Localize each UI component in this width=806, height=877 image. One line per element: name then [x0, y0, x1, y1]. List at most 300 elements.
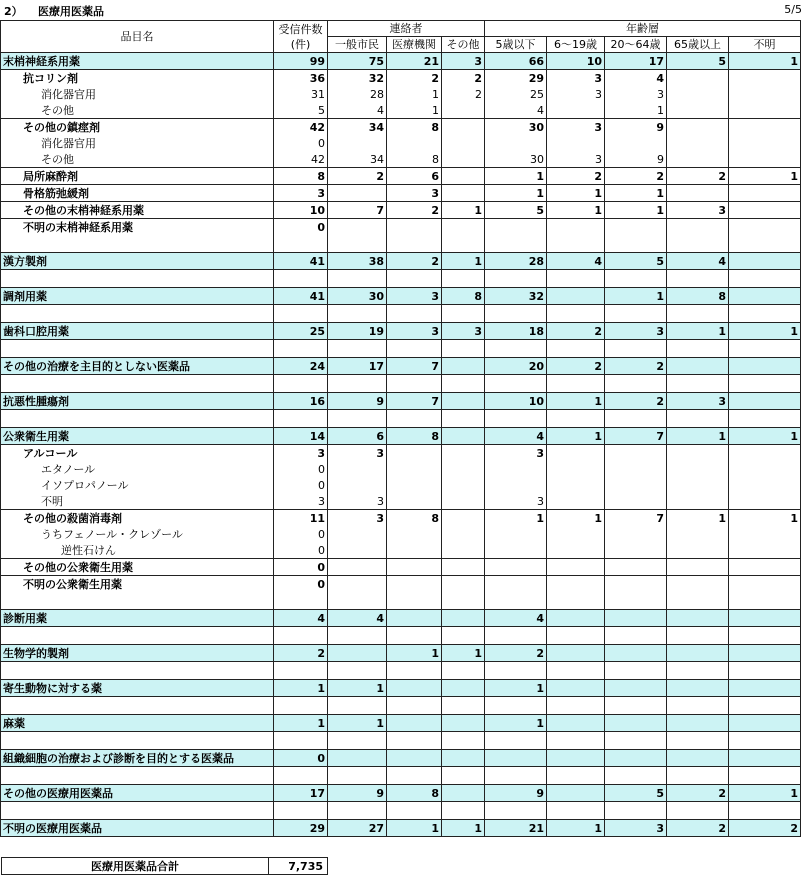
table-row	[1, 526, 801, 542]
page-number: 5/5	[784, 3, 802, 16]
value-cell	[328, 410, 387, 428]
value-cell	[485, 697, 547, 715]
value-cell: 28	[485, 253, 547, 270]
value-cell: 8	[387, 785, 442, 802]
value-cell	[387, 697, 442, 715]
item-name-cell	[1, 305, 274, 323]
value-cell	[547, 340, 605, 358]
value-cell	[547, 102, 605, 119]
value-cell: 31	[274, 86, 328, 102]
value-cell	[485, 235, 547, 253]
grand-total-value: 7,735	[269, 858, 328, 875]
table-row	[1, 510, 801, 527]
item-name-cell	[1, 767, 274, 785]
item-name-cell: 消化器官用	[1, 86, 274, 102]
value-cell	[667, 493, 729, 510]
value-cell: 2	[387, 70, 442, 87]
value-cell: 1	[605, 202, 667, 219]
value-cell	[605, 592, 667, 610]
value-cell	[442, 185, 485, 202]
value-cell	[605, 340, 667, 358]
value-cell: 1	[442, 820, 485, 837]
value-cell	[605, 410, 667, 428]
value-cell: 4	[547, 253, 605, 270]
value-cell	[605, 680, 667, 697]
value-cell: 4	[667, 253, 729, 270]
value-cell	[667, 680, 729, 697]
value-cell: 8	[442, 288, 485, 305]
value-cell	[729, 185, 801, 202]
item-name-cell: その他の殺菌消毒剤	[1, 510, 274, 527]
value-cell	[667, 576, 729, 593]
value-cell: 29	[274, 820, 328, 837]
value-cell: 1	[729, 53, 801, 70]
value-cell: 8	[387, 510, 442, 527]
value-cell: 1	[729, 168, 801, 185]
value-cell: 3	[328, 510, 387, 527]
value-cell	[442, 119, 485, 136]
value-cell: 5	[605, 253, 667, 270]
spacer-row	[1, 410, 801, 428]
value-cell: 3	[485, 445, 547, 462]
value-cell	[667, 461, 729, 477]
value-cell	[387, 732, 442, 750]
value-cell: 2	[667, 168, 729, 185]
spacer-row	[1, 270, 801, 288]
value-cell: 1	[729, 428, 801, 445]
value-cell	[442, 393, 485, 410]
value-cell: 10	[274, 202, 328, 219]
value-cell: 8	[387, 428, 442, 445]
column-header: 65歳以上	[667, 37, 729, 53]
value-cell	[729, 542, 801, 559]
value-cell	[274, 340, 328, 358]
value-cell	[667, 445, 729, 462]
item-name-cell: 抗コリン剤	[1, 70, 274, 87]
value-cell: 38	[328, 253, 387, 270]
value-cell	[605, 559, 667, 576]
value-cell: 4	[328, 610, 387, 627]
value-cell	[387, 410, 442, 428]
value-cell: 18	[485, 323, 547, 340]
value-cell	[442, 270, 485, 288]
value-cell	[547, 610, 605, 627]
value-cell: 9	[605, 151, 667, 168]
value-cell	[667, 358, 729, 375]
value-cell: 41	[274, 288, 328, 305]
value-cell: 4	[274, 610, 328, 627]
value-cell: 1	[442, 645, 485, 662]
value-cell	[274, 697, 328, 715]
value-cell	[729, 235, 801, 253]
value-cell	[667, 697, 729, 715]
value-cell	[729, 680, 801, 697]
value-cell	[485, 135, 547, 151]
value-cell	[729, 477, 801, 493]
item-name-cell: 漢方製剤	[1, 253, 274, 270]
column-header: 不明	[729, 37, 801, 53]
value-cell	[729, 526, 801, 542]
value-cell	[547, 270, 605, 288]
value-cell	[605, 802, 667, 820]
value-cell	[729, 576, 801, 593]
value-cell: 1	[328, 715, 387, 732]
value-cell: 3	[274, 185, 328, 202]
value-cell	[667, 135, 729, 151]
value-cell: 1	[387, 102, 442, 119]
value-cell: 2	[605, 168, 667, 185]
item-name-cell: その他の末梢神経系用薬	[1, 202, 274, 219]
value-cell: 3	[547, 151, 605, 168]
value-cell: 3	[605, 323, 667, 340]
value-cell	[442, 510, 485, 527]
table-row	[1, 185, 801, 202]
table-row	[1, 119, 801, 136]
count-header	[274, 21, 328, 53]
value-cell	[729, 393, 801, 410]
category-row	[1, 393, 801, 410]
value-cell: 3	[328, 445, 387, 462]
value-cell	[442, 767, 485, 785]
value-cell	[667, 767, 729, 785]
value-cell	[729, 592, 801, 610]
item-name-cell	[1, 592, 274, 610]
value-cell	[667, 235, 729, 253]
value-cell	[485, 219, 547, 236]
value-cell	[485, 340, 547, 358]
value-cell: 3	[328, 493, 387, 510]
value-cell: 11	[274, 510, 328, 527]
value-cell	[547, 715, 605, 732]
value-cell: 30	[485, 151, 547, 168]
value-cell	[442, 610, 485, 627]
value-cell	[387, 235, 442, 253]
value-cell: 8	[387, 119, 442, 136]
value-cell: 8	[387, 151, 442, 168]
value-cell: 1	[485, 185, 547, 202]
item-name-cell: 歯科口腔用薬	[1, 323, 274, 340]
value-cell	[729, 627, 801, 645]
value-cell	[547, 410, 605, 428]
value-cell	[667, 305, 729, 323]
value-cell	[328, 135, 387, 151]
value-cell	[387, 592, 442, 610]
value-cell: 30	[328, 288, 387, 305]
value-cell: 3	[387, 323, 442, 340]
item-name-cell: その他の医療用医薬品	[1, 785, 274, 802]
value-cell	[387, 767, 442, 785]
value-cell	[729, 358, 801, 375]
value-cell	[442, 102, 485, 119]
table-row	[1, 86, 801, 102]
value-cell: 20	[485, 358, 547, 375]
value-cell: 0	[274, 477, 328, 493]
value-cell	[485, 732, 547, 750]
value-cell: 2	[605, 358, 667, 375]
value-cell	[274, 767, 328, 785]
value-cell	[485, 662, 547, 680]
value-cell	[485, 410, 547, 428]
value-cell: 9	[328, 785, 387, 802]
item-name-cell: 消化器官用	[1, 135, 274, 151]
item-name-cell: その他の治療を主目的としない医薬品	[1, 358, 274, 375]
value-cell: 4	[485, 428, 547, 445]
section-number: 2）	[4, 5, 23, 18]
value-cell	[328, 340, 387, 358]
column-header: その他	[442, 37, 485, 53]
value-cell	[442, 410, 485, 428]
value-cell: 7	[387, 393, 442, 410]
value-cell	[328, 592, 387, 610]
item-name-cell	[1, 235, 274, 253]
value-cell: 17	[274, 785, 328, 802]
value-cell: 34	[328, 151, 387, 168]
category-row	[1, 323, 801, 340]
item-name-cell: 麻薬	[1, 715, 274, 732]
value-cell: 6	[328, 428, 387, 445]
value-cell	[547, 305, 605, 323]
value-cell	[605, 477, 667, 493]
value-cell: 2	[547, 323, 605, 340]
value-cell	[605, 305, 667, 323]
value-cell	[547, 662, 605, 680]
value-cell	[605, 662, 667, 680]
value-cell	[442, 477, 485, 493]
category-row	[1, 610, 801, 627]
value-cell: 28	[328, 86, 387, 102]
item-name-cell: 寄生動物に対する薬	[1, 680, 274, 697]
value-cell	[667, 102, 729, 119]
value-cell	[667, 802, 729, 820]
item-name-cell	[1, 802, 274, 820]
value-cell	[442, 802, 485, 820]
category-row	[1, 680, 801, 697]
value-cell: 5	[274, 102, 328, 119]
table-row	[1, 168, 801, 185]
value-cell: 8	[667, 288, 729, 305]
value-cell: 7	[328, 202, 387, 219]
value-cell	[442, 219, 485, 236]
value-cell	[547, 680, 605, 697]
table-row	[1, 70, 801, 87]
value-cell: 17	[328, 358, 387, 375]
value-cell	[547, 288, 605, 305]
value-cell	[729, 461, 801, 477]
value-cell	[547, 477, 605, 493]
value-cell: 3	[274, 445, 328, 462]
table-row	[1, 445, 801, 462]
value-cell	[442, 428, 485, 445]
value-cell	[328, 219, 387, 236]
poison-inquiry-table	[0, 20, 801, 837]
value-cell	[442, 750, 485, 767]
value-cell	[667, 715, 729, 732]
value-cell	[547, 785, 605, 802]
value-cell	[328, 767, 387, 785]
value-cell: 42	[274, 119, 328, 136]
grand-total-label: 医療用医薬品合計	[2, 858, 269, 875]
value-cell	[729, 610, 801, 627]
value-cell	[605, 767, 667, 785]
value-cell: 32	[485, 288, 547, 305]
value-cell: 5	[485, 202, 547, 219]
value-cell	[667, 375, 729, 393]
value-cell	[547, 802, 605, 820]
value-cell	[547, 375, 605, 393]
value-cell	[274, 662, 328, 680]
table-row	[1, 559, 801, 576]
value-cell	[442, 715, 485, 732]
value-cell	[485, 526, 547, 542]
category-row	[1, 253, 801, 270]
spacer-row	[1, 305, 801, 323]
value-cell	[547, 559, 605, 576]
value-cell	[485, 542, 547, 559]
spacer-row	[1, 340, 801, 358]
value-cell: 1	[667, 323, 729, 340]
item-name-cell: 局所麻酔剤	[1, 168, 274, 185]
value-cell	[328, 461, 387, 477]
value-cell: 16	[274, 393, 328, 410]
value-cell	[442, 358, 485, 375]
category-row	[1, 750, 801, 767]
value-cell	[729, 270, 801, 288]
value-cell	[667, 219, 729, 236]
item-name-cell: 骨格筋弛緩剤	[1, 185, 274, 202]
value-cell	[547, 461, 605, 477]
value-cell	[387, 559, 442, 576]
value-cell: 2	[442, 86, 485, 102]
value-cell: 3	[387, 185, 442, 202]
value-cell: 32	[328, 70, 387, 87]
value-cell	[328, 305, 387, 323]
spacer-row	[1, 697, 801, 715]
value-cell: 2	[729, 820, 801, 837]
value-cell: 5	[605, 785, 667, 802]
item-name-cell: 生物学的製剤	[1, 645, 274, 662]
value-cell: 1	[387, 820, 442, 837]
category-row	[1, 715, 801, 732]
item-name-cell	[1, 410, 274, 428]
value-cell	[485, 559, 547, 576]
value-cell: 27	[328, 820, 387, 837]
value-cell	[667, 732, 729, 750]
value-cell: 2	[547, 358, 605, 375]
value-cell	[667, 542, 729, 559]
value-cell	[387, 477, 442, 493]
table-row	[1, 542, 801, 559]
value-cell	[729, 697, 801, 715]
value-cell: 1	[442, 202, 485, 219]
value-cell	[729, 559, 801, 576]
value-cell: 1	[547, 202, 605, 219]
value-cell	[442, 697, 485, 715]
column-header: 20～64歳	[605, 37, 667, 53]
value-cell	[387, 219, 442, 236]
page-header	[0, 0, 806, 20]
value-cell	[274, 627, 328, 645]
item-name-cell: その他	[1, 151, 274, 168]
item-name-cell: アルコール	[1, 445, 274, 462]
value-cell	[442, 151, 485, 168]
value-cell: 14	[274, 428, 328, 445]
value-cell: 3	[442, 53, 485, 70]
value-cell: 1	[387, 86, 442, 102]
value-cell: 2	[442, 70, 485, 87]
value-cell	[729, 219, 801, 236]
category-row	[1, 358, 801, 375]
value-cell: 3	[442, 323, 485, 340]
value-cell	[667, 270, 729, 288]
column-header: 6～19歳	[547, 37, 605, 53]
value-cell	[547, 592, 605, 610]
table-row	[1, 493, 801, 510]
value-cell: 25	[485, 86, 547, 102]
value-cell	[547, 645, 605, 662]
value-cell	[442, 493, 485, 510]
value-cell	[729, 151, 801, 168]
spacer-row	[1, 235, 801, 253]
value-cell: 7	[605, 510, 667, 527]
value-cell	[328, 576, 387, 593]
value-cell	[387, 576, 442, 593]
value-cell	[605, 526, 667, 542]
value-cell: 30	[485, 119, 547, 136]
value-cell: 1	[485, 680, 547, 697]
value-cell	[667, 119, 729, 136]
value-cell	[328, 645, 387, 662]
value-cell: 99	[274, 53, 328, 70]
item-name-cell: 診断用薬	[1, 610, 274, 627]
table-row	[1, 102, 801, 119]
value-cell	[605, 697, 667, 715]
value-cell: 2	[547, 168, 605, 185]
item-name-cell: 逆性石けん	[1, 542, 274, 559]
value-cell	[485, 767, 547, 785]
column-header: 一般市民	[328, 37, 387, 53]
value-cell: 1	[605, 288, 667, 305]
item-name-cell: 公衆衛生用薬	[1, 428, 274, 445]
item-name-cell: 抗悪性腫瘍剤	[1, 393, 274, 410]
value-cell: 2	[667, 785, 729, 802]
value-cell: 4	[485, 610, 547, 627]
value-cell	[274, 732, 328, 750]
value-cell	[485, 750, 547, 767]
value-cell	[442, 662, 485, 680]
value-cell	[387, 715, 442, 732]
value-cell: 1	[547, 428, 605, 445]
value-cell: 3	[605, 86, 667, 102]
value-cell	[328, 732, 387, 750]
value-cell: 24	[274, 358, 328, 375]
value-cell	[729, 86, 801, 102]
value-cell	[605, 493, 667, 510]
value-cell: 0	[274, 219, 328, 236]
value-cell: 8	[274, 168, 328, 185]
value-cell	[442, 168, 485, 185]
value-cell: 3	[547, 86, 605, 102]
value-cell: 7	[605, 428, 667, 445]
value-cell: 25	[274, 323, 328, 340]
value-cell	[729, 750, 801, 767]
value-cell: 5	[667, 53, 729, 70]
value-cell	[547, 135, 605, 151]
value-cell	[485, 270, 547, 288]
value-cell	[605, 445, 667, 462]
value-cell	[667, 526, 729, 542]
value-cell	[485, 627, 547, 645]
value-cell: 34	[328, 119, 387, 136]
